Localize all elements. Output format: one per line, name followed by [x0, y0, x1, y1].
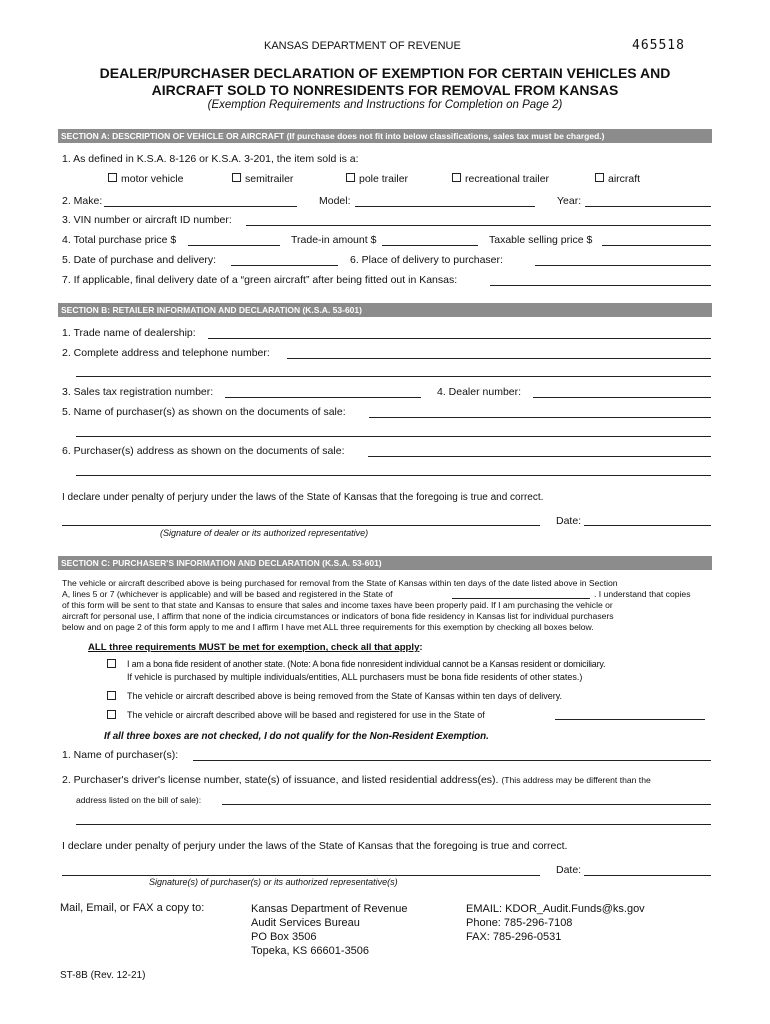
trade-name-field[interactable]: [208, 338, 711, 339]
section-c-paragraph-line4: aircraft for personal use, I affirm that none of the indicia circumstances or indicators of bona fide residency in Kansas list for individual purchasers: [62, 611, 614, 621]
requirement-3-state-field[interactable]: [555, 719, 705, 720]
purchaser-name-label: 5. Name of purchaser(s) as shown on the documents of sale:: [62, 406, 346, 418]
date-purchase-field[interactable]: [231, 265, 338, 266]
requirement-1-line1: I am a bona fide resident of another state. (Note: A bona fide nonresident individual cannot be a Kansas resident or domiciliary.: [127, 659, 606, 669]
recreational-trailer-label: recreational trailer: [465, 173, 550, 185]
purchaser-signature-caption: Signature(s) of purchaser(s) or its authorized representative(s): [149, 877, 398, 887]
tax-reg-label: 3. Sales tax registration number:: [62, 386, 214, 398]
dealer-date-label: Date:: [556, 515, 582, 527]
form-number: 465518: [632, 38, 685, 53]
address-line-4: Topeka, KS 66601-3506: [251, 945, 370, 957]
purchaser-names-field[interactable]: [193, 760, 711, 761]
tradein-field[interactable]: [382, 245, 478, 246]
requirement-3-text: The vehicle or aircraft described above will be based and registered for use in the State of: [127, 710, 485, 720]
pole-trailer-label: pole trailer: [359, 173, 409, 185]
section-c-paragraph-line1: The vehicle or aircraft described above is being purchased for removal from the State of Kansas within ten days of the date listed above in Section: [62, 578, 618, 588]
license-note: (This address may be different than the: [501, 775, 651, 785]
address-field-2[interactable]: [76, 376, 711, 377]
green-aircraft-field[interactable]: [490, 285, 711, 286]
taxable-field[interactable]: [602, 245, 711, 246]
purchaser-name-field[interactable]: [369, 417, 711, 418]
form-title-line1: DEALER/PURCHASER DECLARATION OF EXEMPTION FOR CERTAIN VEHICLES AND: [99, 65, 671, 81]
requirement-2-text: The vehicle or aircraft described above is being removed from the State of Kansas within ten days of delivery.: [127, 691, 563, 701]
non-resident-warning: If all three boxes are not checked, I do not qualify for the Non-Resident Exemption.: [104, 731, 489, 742]
purchaser-names-label: 1. Name of purchaser(s):: [62, 749, 179, 761]
pole-trailer-checkbox[interactable]: [346, 173, 355, 182]
section-a-q1: 1. As defined in K.S.A. 8-126 or K.S.A. 3-201, the item sold is a:: [62, 153, 359, 165]
requirements-heading-text: ALL three requirements MUST be met for exemption, check all that apply: [88, 642, 420, 653]
year-field[interactable]: [585, 206, 711, 207]
contact-email[interactable]: EMAIL: KDOR_Audit.Funds@ks.gov: [466, 903, 645, 915]
department-name: KANSAS DEPARTMENT OF REVENUE: [264, 40, 461, 52]
purchaser-date-label: Date:: [556, 864, 582, 876]
year-label: Year:: [557, 195, 582, 207]
dealer-signature-caption: (Signature of dealer or its authorized representative): [160, 528, 369, 538]
requirement-2-checkbox[interactable]: [107, 691, 116, 700]
aircraft-checkbox[interactable]: [595, 173, 604, 182]
taxable-label: Taxable selling price $: [489, 234, 593, 246]
bill-of-sale-label: address listed on the bill of sale):: [76, 795, 202, 805]
address-line-3: PO Box 3506: [251, 931, 317, 943]
purchaser-address-field-2[interactable]: [76, 475, 711, 476]
state-of-registration-field[interactable]: [452, 598, 590, 599]
kdor-contact-block: [466, 902, 645, 944]
green-aircraft-label: 7. If applicable, final delivery date of a “green aircraft” after being fitted out in Kansas:: [62, 274, 458, 286]
motor-vehicle-checkbox[interactable]: [108, 173, 117, 182]
purchaser-address-field[interactable]: [368, 456, 711, 457]
purchaser-signature-field[interactable]: [62, 875, 540, 876]
dealer-signature-field[interactable]: [62, 525, 540, 526]
section-c-paragraph-line2a: A, lines 5 or 7 (whichever is applicable) and will be based and registered in the State of: [62, 589, 393, 599]
address-field[interactable]: [287, 358, 711, 359]
requirements-heading: ALL three requirements MUST be met for exemption, check all that apply:: [88, 642, 423, 653]
place-label: 6. Place of delivery to purchaser:: [350, 254, 503, 266]
purchaser-address-label: 6. Purchaser(s) address as shown on the documents of sale:: [62, 445, 345, 457]
semitrailer-label: semitrailer: [245, 173, 294, 185]
vin-label: 3. VIN number or aircraft ID number:: [62, 214, 232, 226]
dealer-declaration: I declare under penalty of perjury under the laws of the State of Kansas that the foregoing is true and correct.: [62, 492, 544, 503]
section-c-paragraph-line5: below and on page 2 of this form apply to me and I affirm I have met ALL three requirements for this exemption by checking all boxes below.: [62, 622, 594, 632]
mail-copy-label: Mail, Email, or FAX a copy to:: [60, 902, 205, 914]
form-id: ST-8B (Rev. 12-21): [60, 970, 146, 981]
requirement-1-line2: If vehicle is purchased by multiple individuals/entities, ALL purchasers must be bona fide residents of other states.): [127, 672, 583, 682]
section-c-paragraph-line3: of this form will be sent to that state and Kansas to ensure that sales and income taxes have been properly paid. If I am purchasing the vehicle or: [62, 600, 613, 610]
purchaser-date-field[interactable]: [584, 875, 711, 876]
form-title-line2: AIRCRAFT SOLD TO NONRESIDENTS FOR REMOVAL FROM KANSAS: [151, 82, 619, 98]
section-a-heading: SECTION A: DESCRIPTION OF VEHICLE OR AIRCRAFT (If purchase does not fit into below classifications, sales tax must be charged.): [58, 129, 712, 143]
license-label: [62, 774, 651, 786]
license-field[interactable]: [222, 804, 711, 805]
dealer-number-field[interactable]: [533, 397, 711, 398]
vin-field[interactable]: [246, 225, 711, 226]
motor-vehicle-label: motor vehicle: [121, 173, 184, 185]
address-line-2: Audit Services Bureau: [251, 917, 360, 929]
model-field[interactable]: [355, 206, 535, 207]
purchaser-declaration: I declare under penalty of perjury under the laws of the State of Kansas that the foregoing is true and correct.: [62, 840, 568, 852]
recreational-trailer-checkbox[interactable]: [452, 173, 461, 182]
make-label: 2. Make:: [62, 195, 103, 207]
form-subtitle: (Exemption Requirements and Instructions for Completion on Page 2): [207, 99, 563, 111]
tax-reg-field[interactable]: [225, 397, 421, 398]
date-purchase-label: 5. Date of purchase and delivery:: [62, 254, 217, 266]
license-field-2[interactable]: [76, 824, 711, 825]
section-c-paragraph-line2b: . I understand that copies: [594, 589, 691, 599]
dealer-date-field[interactable]: [584, 525, 711, 526]
address-line-1: Kansas Department of Revenue: [251, 903, 408, 915]
contact-fax: FAX: 785-296-0531: [466, 931, 562, 943]
price-field[interactable]: [188, 245, 280, 246]
make-field[interactable]: [104, 206, 297, 207]
trade-name-label: 1. Trade name of dealership:: [62, 327, 196, 339]
address-label: 2. Complete address and telephone number:: [62, 347, 270, 359]
model-label: Model:: [319, 195, 351, 207]
license-label-text: 2. Purchaser's driver's license number, state(s) of issuance, and listed residential address(es).: [62, 774, 499, 786]
dealer-number-label: 4. Dealer number:: [437, 386, 522, 398]
requirement-3-checkbox[interactable]: [107, 710, 116, 719]
place-field[interactable]: [535, 265, 711, 266]
price-label: 4. Total purchase price $: [62, 234, 177, 246]
tradein-label: Trade-in amount $: [291, 234, 377, 246]
aircraft-label: aircraft: [608, 173, 641, 185]
contact-phone: Phone: 785-296-7108: [466, 917, 573, 929]
purchaser-name-field-2[interactable]: [76, 436, 711, 437]
kdor-address-block: [251, 902, 408, 958]
semitrailer-checkbox[interactable]: [232, 173, 241, 182]
section-c-heading: SECTION C: PURCHASER'S INFORMATION AND DECLARATION (K.S.A. 53-601): [58, 556, 712, 570]
requirement-1-checkbox[interactable]: [107, 659, 116, 668]
section-b-heading: SECTION B: RETAILER INFORMATION AND DECLARATION (K.S.A. 53-601): [58, 303, 712, 317]
